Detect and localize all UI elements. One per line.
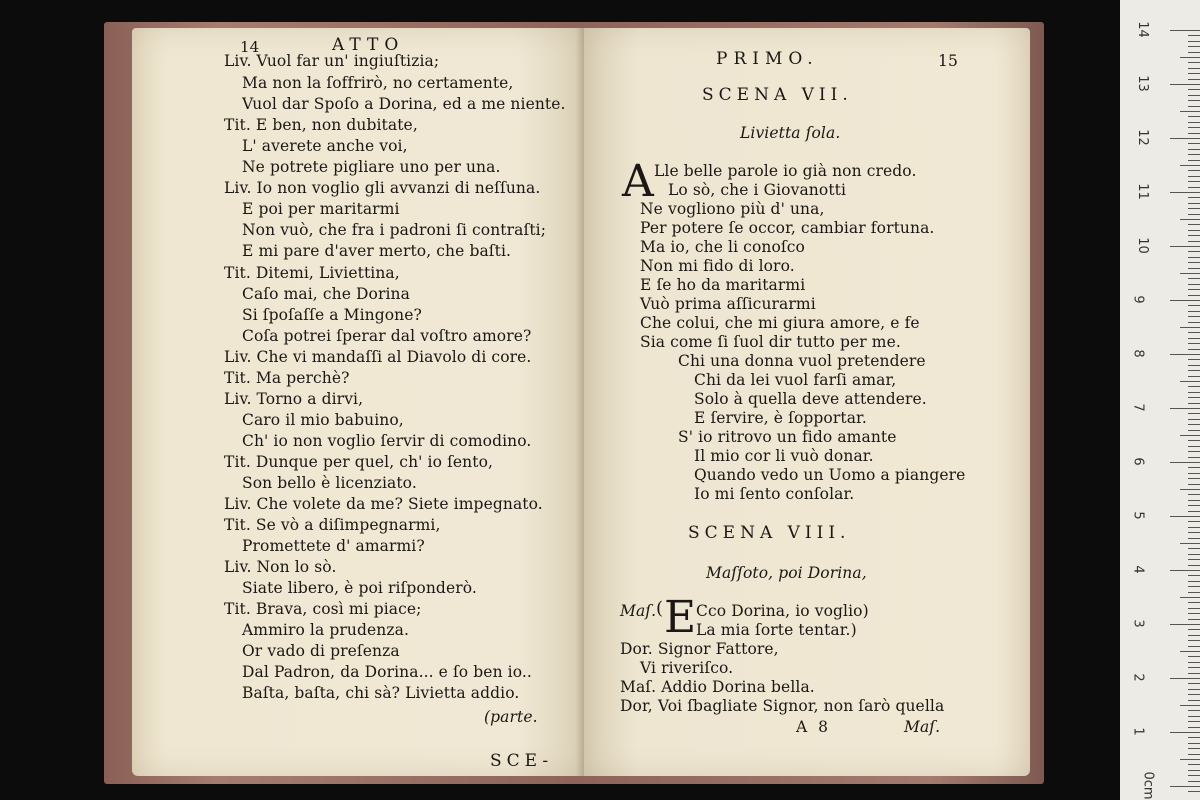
ruler-tick [1188,143,1200,144]
catchword: Maſ. [904,718,941,736]
ruler-number: 7 [1130,403,1146,412]
left-page [132,28,584,776]
ruler-tick [1170,84,1200,85]
text-line: Liv. Io non voglio gli avvanzi di neſſuna. [224,179,541,197]
ruler-tick [1188,41,1200,42]
ruler-tick [1170,138,1200,139]
ruler-tick [1188,673,1200,674]
ruler-tick [1188,203,1200,204]
text-line: Liv. Vuol far un' ingiuſtizia; [224,52,440,70]
scene-cast: Maſſoto, poi Dorina, [706,564,867,582]
ruler-tick [1188,613,1200,614]
ruler-tick [1188,521,1200,522]
ruler-tick [1188,284,1200,285]
ruler-tick [1188,122,1200,123]
text-line: Liv. Che volete da me? Siete impegnato. [224,495,543,513]
text-line: Ne potrete pigliare uno per una. [242,158,501,176]
text-line: Ammiro la prudenza. [242,621,409,639]
ruler-tick [1180,111,1200,112]
text-line: Ch' io non voglio ſervir di comodino. [242,432,532,450]
text-line: E ſe ho da maritarmi [640,276,806,294]
ruler-tick [1188,689,1200,690]
ruler-tick [1188,376,1200,377]
ruler-tick [1170,354,1200,355]
ruler-tick [1188,295,1200,296]
ruler-tick [1188,646,1200,647]
ruler-number: 5 [1130,511,1146,520]
ruler-tick [1180,489,1200,490]
ruler-tick [1188,413,1200,414]
text-line: La mia ſorte tentar.) [696,621,857,639]
ruler-tick [1180,435,1200,436]
ruler-tick [1170,300,1200,301]
ruler-tick [1188,770,1200,771]
text-line: Tit. Dunque per quel, ch' io ſento, [224,453,494,471]
ruler-tick [1188,716,1200,717]
ruler-tick [1188,230,1200,231]
ruler-tick [1188,602,1200,603]
text-line: Il mio cor li vuò donar. [694,447,874,465]
text-line: E mi pare d'aver merto, che baſti. [242,242,512,260]
ruler-tick [1188,89,1200,90]
ruler-tick [1188,451,1200,452]
text-line: Non vuò, che fra i padroni ſi contraſti; [242,221,547,239]
text-line: Tit. Ditemi, Liviettina, [224,264,400,282]
text-line: Si ſpoſaſſe a Mingone? [242,306,422,324]
ruler-tick [1188,743,1200,744]
paren-glyph: ( [656,598,664,619]
ruler-tick [1188,311,1200,312]
ruler-tick [1188,73,1200,74]
ruler-tick [1170,516,1200,517]
ruler-tick [1188,748,1200,749]
ruler-tick [1188,629,1200,630]
ruler-tick [1170,570,1200,571]
text-line: Liv. Torno a dirvi, [224,390,364,408]
ruler-tick [1188,116,1200,117]
ruler-tick [1188,494,1200,495]
drop-capital: A [622,156,654,207]
ruler-tick [1188,419,1200,420]
text-line: Non mi fido di loro. [640,257,795,275]
ruler-tick [1188,527,1200,528]
ruler-tick [1188,781,1200,782]
ruler-tick [1188,235,1200,236]
ruler-tick [1188,208,1200,209]
ruler-tick [1188,251,1200,252]
text-line: Vi riveriſco. [640,659,734,677]
ruler-tick [1188,775,1200,776]
text-line: Quando vedo un Uomo a piangere [694,466,966,484]
ruler-tick [1188,581,1200,582]
text-line: Ma non la ſoffrirò, no certamente, [242,74,514,92]
measuring-ruler [1120,0,1200,800]
catchword: SCE- [490,751,554,771]
ruler-tick [1188,170,1200,171]
ruler-tick [1188,289,1200,290]
text-line: Lo sò, che i Giovanotti [668,181,847,199]
text-line: Maſ. Addio Dorina bella. [620,678,815,696]
text-line: Per potere ſe occor, cambiar fortuna. [640,219,935,237]
text-line: Promettete d' amarmi? [242,537,425,555]
ruler-tick [1188,268,1200,269]
ruler-tick [1188,68,1200,69]
ruler-tick [1188,424,1200,425]
ruler-tick [1188,349,1200,350]
ruler-tick [1188,52,1200,53]
ruler-tick [1188,397,1200,398]
ruler-number: 4 [1130,565,1146,574]
text-line: Tit. Brava, così mi piace; [224,600,422,618]
left-running-head: ATTO [332,35,405,55]
speaker-label: Maſ. [620,602,657,620]
ruler-tick [1188,754,1200,755]
ruler-tick [1188,35,1200,36]
ruler-tick [1188,737,1200,738]
ruler-tick [1188,370,1200,371]
ruler-tick [1170,246,1200,247]
ruler-tick [1188,592,1200,593]
ruler-tick [1188,359,1200,360]
text-line: Io mi ſento conſolar. [694,485,855,503]
ruler-tick [1188,478,1200,479]
text-line: Caro il mio babuino, [242,411,404,429]
text-line: Son bello è licenziato. [242,474,417,492]
text-line: Dal Padron, da Dorina... e ſo ben io.. [242,663,532,681]
ruler-tick [1188,403,1200,404]
ruler-tick [1188,176,1200,177]
ruler-tick [1188,667,1200,668]
text-line: Tit. Ma perchè? [224,369,350,387]
ruler-tick [1188,694,1200,695]
ruler-tick [1188,727,1200,728]
ruler-tick [1180,57,1200,58]
ruler-tick [1188,365,1200,366]
ruler-tick [1180,759,1200,760]
ruler-tick [1188,181,1200,182]
ruler-tick [1188,700,1200,701]
ruler-tick [1170,462,1200,463]
ruler-tick [1188,133,1200,134]
ruler-tick [1188,721,1200,722]
ruler-tick [1188,127,1200,128]
text-line: Ma io, che li conoſco [640,238,805,256]
text-line: Che colui, che mi giura amore, e fe [640,314,920,332]
ruler-number: 1 [1130,727,1146,736]
ruler-tick [1188,608,1200,609]
ruler-tick [1180,165,1200,166]
ruler-tick [1188,619,1200,620]
ruler-number: 8 [1130,349,1146,358]
ruler-tick [1188,106,1200,107]
text-line: Ne vogliono più d' una, [640,200,825,218]
ruler-number: 14 [1134,21,1150,38]
text-line: Vuò prima aſſicurarmi [640,295,816,313]
ruler-tick [1188,440,1200,441]
scene-title: SCENA VIII. [688,523,851,543]
scene-cast: Livietta ſola. [740,124,841,142]
ruler-tick [1180,381,1200,382]
ruler-tick [1188,791,1200,792]
ruler-tick [1188,473,1200,474]
text-line: Lle belle parole io già non credo. [654,162,917,180]
ruler-tick [1180,327,1200,328]
stage-direction: (parte. [484,708,538,726]
ruler-tick [1170,732,1200,733]
ruler-tick [1170,30,1200,31]
text-line: Dor, Voi ſbagliate Signor, non ſarò quella [620,697,945,715]
ruler-tick [1188,62,1200,63]
ruler-tick [1188,224,1200,225]
ruler-tick [1188,532,1200,533]
ruler-tick [1188,554,1200,555]
ruler-number: 3 [1130,619,1146,628]
ruler-tick [1188,278,1200,279]
ruler-tick [1170,192,1200,193]
signature-mark: A 8 [796,718,831,736]
ruler-tick [1180,651,1200,652]
ruler-tick [1170,624,1200,625]
scene-title: SCENA VII. [702,85,853,105]
ruler-tick [1188,635,1200,636]
right-page [584,28,1030,776]
text-line: Dor. Signor Fattore, [620,640,779,658]
ruler-tick [1188,548,1200,549]
ruler-tick [1180,273,1200,274]
ruler-tick [1188,316,1200,317]
ruler-number: 6 [1130,457,1146,466]
ruler-tick [1188,257,1200,258]
ruler-tick [1188,656,1200,657]
ruler-tick [1170,786,1200,787]
ruler-number: 10 [1134,237,1150,254]
ruler-tick [1188,262,1200,263]
ruler-tick [1188,505,1200,506]
ruler-tick [1188,241,1200,242]
text-line: E poi per maritarmi [242,200,400,218]
text-line: Solo à quella deve attendere. [694,390,927,408]
ruler-tick [1188,484,1200,485]
ruler-tick [1188,586,1200,587]
drop-capital: E [664,592,697,643]
ruler-tick [1188,322,1200,323]
text-line: E ſervire, è ſopportar. [694,409,867,427]
ruler-tick [1180,543,1200,544]
ruler-number: 13 [1134,75,1150,92]
ruler-tick [1188,160,1200,161]
ruler-number: 12 [1134,129,1150,146]
ruler-tick [1188,764,1200,765]
ruler-tick [1188,430,1200,431]
text-line: Vuol dar Spoſo a Dorina, ed a me niente. [242,95,566,113]
ruler-tick [1180,597,1200,598]
text-line: L' averete anche voi, [242,137,408,155]
ruler-tick [1188,149,1200,150]
ruler-number: 9 [1130,295,1146,304]
ruler-tick [1188,187,1200,188]
text-line: Chi da lei vuol farſi amar, [694,371,897,389]
ruler-tick [1188,154,1200,155]
text-line: Cco Dorina, io voglio) [696,602,869,620]
ruler-tick [1188,511,1200,512]
ruler-tick [1188,683,1200,684]
ruler-tick [1188,338,1200,339]
ruler-tick [1188,197,1200,198]
ruler-number: 2 [1130,673,1146,682]
text-line: Tit. Se vò a diſimpegnarmi, [224,516,441,534]
ruler-tick [1170,678,1200,679]
ruler-tick [1188,467,1200,468]
left-page-number: 14 [240,38,260,56]
ruler-tick [1188,95,1200,96]
right-page-number: 15 [938,52,958,70]
text-line: Liv. Non lo sò. [224,558,337,576]
ruler-tick [1188,392,1200,393]
ruler-tick [1188,386,1200,387]
ruler-number: 11 [1134,183,1150,200]
ruler-tick [1188,538,1200,539]
ruler-tick [1188,214,1200,215]
ruler-tick [1188,662,1200,663]
ruler-tick [1188,565,1200,566]
text-line: Or vado di preſenza [242,642,400,660]
text-line: Chi una donna vuol pretendere [678,352,926,370]
right-running-head: PRIMO. [716,49,819,69]
ruler-tick [1188,559,1200,560]
ruler-tick [1188,710,1200,711]
text-line: Sia come ſi ſuol dir tutto per me. [640,333,901,351]
ruler-tick [1188,332,1200,333]
text-line: Siate libero, è poi riſponderò. [242,579,477,597]
text-line: Caſo mai, che Dorina [242,285,410,303]
text-line: Liv. Che vi mandaſſi al Diavolo di core. [224,348,532,366]
ruler-tick [1188,100,1200,101]
ruler-tick [1188,305,1200,306]
ruler-tick [1188,575,1200,576]
ruler-tick [1188,446,1200,447]
ruler-tick [1188,640,1200,641]
text-line: S' io ritrovo un fido amante [678,428,897,446]
text-line: Tit. E ben, non dubitate, [224,116,418,134]
ruler-tick [1170,408,1200,409]
ruler-tick [1188,457,1200,458]
ruler-tick [1188,500,1200,501]
ruler-tick [1188,343,1200,344]
ruler-tick [1180,705,1200,706]
ruler-tick [1180,219,1200,220]
text-line: Baſta, baſta, chi sà? Livietta addio. [242,684,520,702]
ruler-tick [1188,46,1200,47]
text-line: Coſa potrei ſperar dal voſtro amore? [242,327,532,345]
ruler-tick [1188,79,1200,80]
ruler-number: 0cm [1140,771,1156,800]
